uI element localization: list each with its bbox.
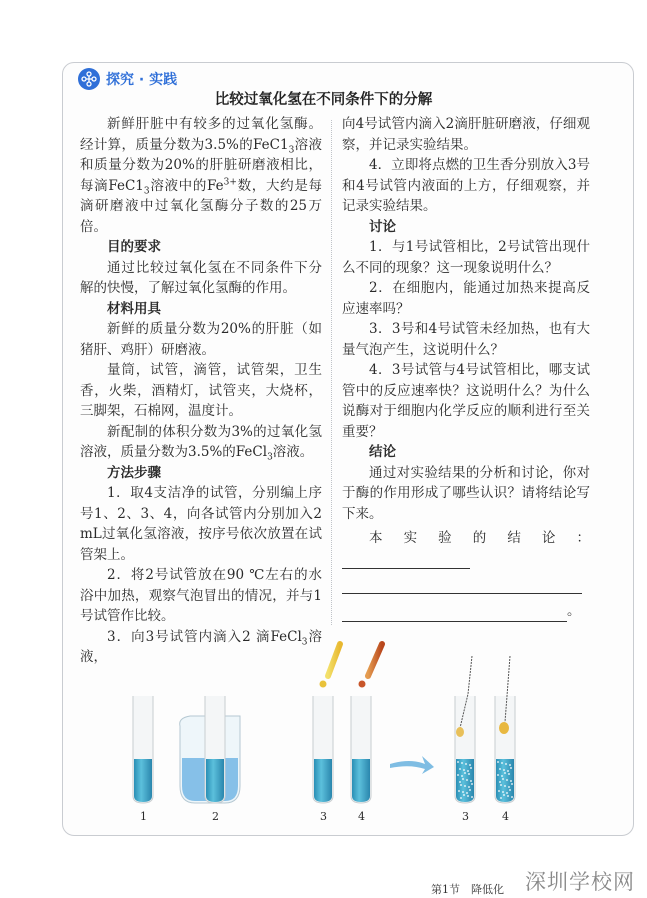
network-nodes-icon bbox=[78, 68, 100, 90]
bubble bbox=[461, 762, 463, 764]
text-segment: 材料用具 bbox=[107, 300, 161, 317]
text-segment: 结论 bbox=[369, 444, 396, 460]
watermark: 深圳学校网 bbox=[525, 870, 635, 894]
tube-label: 1 bbox=[140, 810, 147, 823]
bubble bbox=[505, 763, 507, 765]
test-tube-1 bbox=[133, 696, 153, 803]
text-segment: 3 bbox=[288, 145, 295, 156]
text-segment: 3．向3号试管内滴入2 滴FeCl bbox=[107, 628, 302, 645]
test-tube-3 bbox=[313, 696, 333, 803]
bubble bbox=[458, 790, 460, 792]
bubble bbox=[461, 775, 463, 777]
discussion-question bbox=[342, 360, 590, 442]
bubble bbox=[465, 763, 467, 765]
bubble bbox=[510, 767, 512, 769]
column-divider bbox=[331, 120, 332, 625]
bubble bbox=[509, 789, 511, 791]
dropper-liver bbox=[359, 644, 383, 688]
paragraph bbox=[80, 258, 322, 299]
text-segment: 2．将2号试管放在90 ℃左右的水浴中加热，观察气泡冒出的情况，并与1号试管作比较。 bbox=[80, 567, 322, 624]
text-segment: 量筒，试管，滴管，试管架，卫生香，火柴，酒精灯，试管夹，大烧杯，三脚架，石棉网，温度计。 bbox=[80, 362, 322, 419]
paragraph bbox=[80, 114, 322, 237]
text-segment: 3 bbox=[301, 637, 308, 648]
text-segment: 数，大约是每滴研磨液中过氧化氢酶分子数的25万倍。 bbox=[80, 177, 323, 235]
bubble bbox=[464, 772, 466, 774]
bubble bbox=[507, 770, 509, 772]
bubble bbox=[471, 796, 473, 798]
test-tube-4 bbox=[351, 696, 371, 803]
text-segment: 通过对实验结果的分析和讨论，你对于酶的作用形成了哪些认识？请将结论写下来。 bbox=[342, 464, 590, 522]
bubble bbox=[510, 780, 512, 782]
dropper-fecl3 bbox=[320, 644, 341, 688]
bubble bbox=[463, 794, 465, 796]
text-segment: 2．在细胞内，能通过加热来提高反应速率吗？ bbox=[342, 280, 590, 317]
conclusion-prompt: 本实验的结论： bbox=[369, 530, 590, 546]
page-title: 比较过氧化氢在不同条件下的分解 bbox=[214, 92, 433, 108]
bubble bbox=[469, 789, 471, 791]
test-tube-2 bbox=[205, 696, 225, 803]
bubble bbox=[501, 762, 503, 764]
bubble bbox=[508, 786, 510, 788]
bubble bbox=[469, 764, 471, 766]
bubble bbox=[500, 784, 502, 786]
bubble bbox=[466, 792, 468, 794]
bubble bbox=[462, 791, 464, 793]
paragraph bbox=[80, 483, 322, 565]
bubble bbox=[504, 785, 506, 787]
answer-blank[interactable] bbox=[342, 603, 567, 622]
text-segment: 1．与1号试管相比，2号试管出现什么不同的现象？这一现象说明什么？ bbox=[342, 239, 590, 276]
bubble bbox=[499, 781, 501, 783]
bubble bbox=[470, 780, 472, 782]
bubble bbox=[468, 786, 470, 788]
bubble bbox=[457, 761, 459, 763]
bubble bbox=[499, 768, 501, 770]
bubble bbox=[506, 792, 508, 794]
bubble bbox=[457, 774, 459, 776]
paragraph bbox=[80, 319, 322, 360]
tube-label: 2 bbox=[212, 810, 219, 823]
tube-label: 3 bbox=[462, 810, 469, 823]
bubble bbox=[468, 773, 470, 775]
section-heading bbox=[80, 237, 322, 258]
discussion-question bbox=[342, 319, 590, 360]
bubble bbox=[470, 767, 472, 769]
bubble bbox=[467, 770, 469, 772]
bubble bbox=[511, 783, 513, 785]
bubble bbox=[501, 775, 503, 777]
bubble bbox=[462, 778, 464, 780]
section-heading bbox=[80, 463, 322, 484]
paragraph bbox=[80, 565, 322, 627]
bubble bbox=[467, 795, 469, 797]
test-tube-4 bbox=[495, 696, 515, 803]
right-column bbox=[342, 114, 590, 625]
text-segment: 3 bbox=[143, 186, 150, 197]
tube-label: 4 bbox=[358, 810, 365, 823]
discussion-question bbox=[342, 278, 590, 319]
bubble bbox=[497, 774, 499, 776]
text-segment: 3．3号和4号试管未经加热，也有大量气泡产生，这说明什么？ bbox=[342, 321, 590, 358]
discussion-question bbox=[342, 237, 590, 278]
text-segment: 溶液， bbox=[80, 628, 322, 665]
conclusion-end: 。 bbox=[567, 603, 581, 619]
bubble bbox=[464, 785, 466, 787]
text-segment: 溶液中的Fe bbox=[149, 177, 224, 194]
page-footer: 第1节 降低化 bbox=[431, 883, 504, 896]
tube-label: 4 bbox=[502, 810, 509, 823]
text-segment: 3+ bbox=[223, 177, 237, 187]
conclusion-line bbox=[342, 528, 590, 569]
answer-blank[interactable] bbox=[342, 550, 470, 569]
paragraph bbox=[342, 463, 590, 525]
text-segment: 通过比较过氧化氢在不同条件下分解的快慢，了解过氧化氢酶的作用。 bbox=[80, 259, 322, 296]
bubble bbox=[497, 761, 499, 763]
section-heading bbox=[342, 217, 590, 238]
bubble bbox=[460, 797, 462, 799]
text-segment: 方法步骤 bbox=[107, 464, 161, 481]
text-segment: 溶液和质量分数为20%的肝脏研磨液相比，每滴FeC1 bbox=[80, 136, 322, 194]
text-segment: 向4号试管内滴入2滴肝脏研磨液，仔细观察，并记录实验结果。 bbox=[342, 116, 590, 153]
bubble bbox=[471, 783, 473, 785]
bubble bbox=[504, 772, 506, 774]
bubble bbox=[460, 784, 462, 786]
text-segment: 新鲜的质量分数为20%的肝脏（如猪肝、鸡肝）研磨液。 bbox=[80, 321, 322, 358]
section-heading bbox=[80, 299, 322, 320]
bubble bbox=[509, 764, 511, 766]
bubble bbox=[507, 795, 509, 797]
paragraph bbox=[80, 422, 322, 463]
text-segment: 新配制的体积分数为3%的过氧化氢溶液，质量分数为3.5%的FeCl bbox=[80, 423, 322, 460]
bubble bbox=[506, 779, 508, 781]
paragraph bbox=[342, 114, 590, 155]
bubble bbox=[502, 791, 504, 793]
bubble bbox=[508, 773, 510, 775]
test-tubes-figure bbox=[100, 636, 540, 831]
text-segment: 4．3号试管与4号试管相比，哪支试管中的反应速率快？这说明什么？为什么说酶对于细胞内化学反应的顺利进行至关重要？ bbox=[342, 362, 590, 440]
text-segment: 目的要求 bbox=[107, 239, 161, 255]
bubble bbox=[466, 779, 468, 781]
text-segment: 3 bbox=[267, 452, 273, 463]
bubble bbox=[459, 768, 461, 770]
arrow-icon bbox=[390, 756, 434, 774]
paragraph bbox=[342, 155, 590, 217]
text-segment: 溶液。 bbox=[272, 444, 314, 460]
text-segment: 新鲜肝脏中有较多的过氧化氢酶。经计算，质量分数为3.5%的FeC1 bbox=[80, 116, 322, 153]
bubble bbox=[500, 797, 502, 799]
bubble bbox=[459, 781, 461, 783]
text-segment: 讨论 bbox=[369, 218, 396, 235]
tube-label: 3 bbox=[320, 810, 327, 823]
bubble bbox=[498, 790, 500, 792]
section-badge bbox=[78, 68, 177, 90]
section-heading bbox=[342, 442, 590, 463]
bubble bbox=[511, 796, 513, 798]
text-segment: 4．立即将点燃的卫生香分别放入3号和4号试管内液面的上方，仔细观察，并记录实验结果。 bbox=[342, 157, 590, 214]
text-segment: 1．取4支洁净的试管，分别编上序号1、2、3、4，向各试管内分别加入2 mL过氧化氢溶液，按序号依次放置在试管架上。 bbox=[80, 485, 322, 563]
section-label: 探究 · 实践 bbox=[106, 72, 178, 88]
answer-blank[interactable] bbox=[342, 575, 582, 594]
left-column bbox=[80, 114, 322, 668]
bubble bbox=[503, 769, 505, 771]
bubble bbox=[503, 794, 505, 796]
bubble bbox=[502, 778, 504, 780]
paragraph bbox=[80, 360, 322, 422]
bubble bbox=[463, 769, 465, 771]
experiment-illustration bbox=[100, 636, 540, 831]
test-tube-3 bbox=[455, 696, 475, 803]
